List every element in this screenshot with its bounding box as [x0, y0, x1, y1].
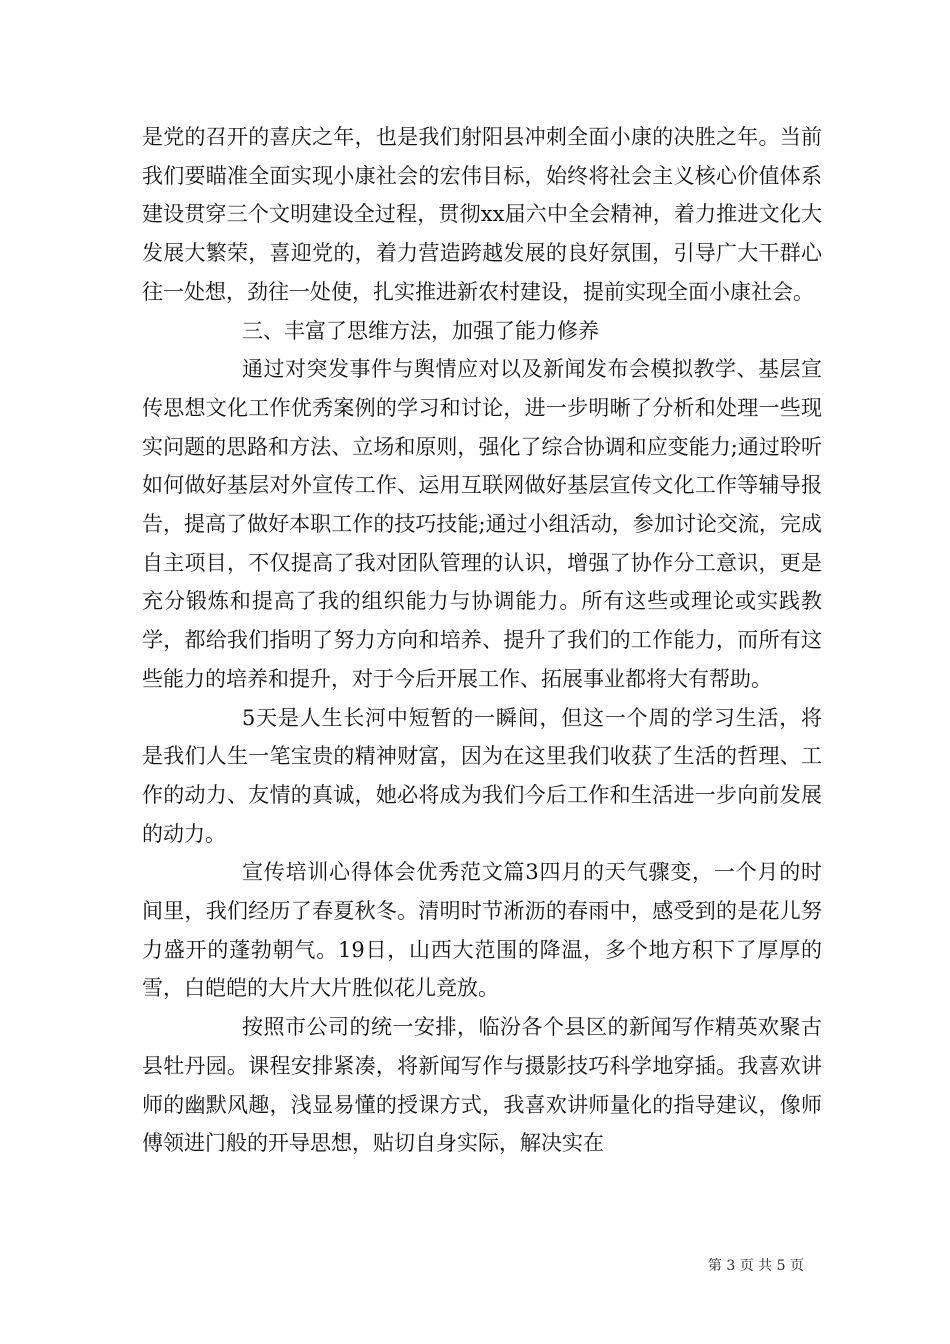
section-heading: 三、丰富了思维方法，加强了能力修养 [242, 318, 599, 343]
paragraph-continuation: 是党的召开的喜庆之年，也是我们射阳县冲刺全面小康的决胜之年。当前我们要瞄准全面实现小康社会的宏伟目标，始终将社会主义核心价值体系建设贯穿三个文明建设全过程，贯彻xx届六中全会精神，着力推进文化大发展大繁荣，喜迎党的，着力营造跨越发展的良好氛围，引导广大干群心往一处想，劲往一处使，扎实推进新农村建设，提前实现全面小康社会。 [142, 125, 822, 304]
paragraph-abilities: 通过对突发事件与舆情应对以及新闻发布会模拟教学、基层宣传思想文化工作优秀案例的学习和讨论，进一步明晰了分析和处理一些现实问题的思路和方法、立场和原则，强化了综合协调和应变能力;通过聆听如何做好基层对外宣传工作、运用互联网做好基层宣传文化工作等辅导报告，提高了做好本职工作的技巧技能;通过小组活动，参加讨论交流，完成自主项目，不仅提高了我对团队管理的认识，增强了协作分工意识，更是充分锻炼和提高了我的组织能力与协调能力。所有这些或理论或实践教学，都给我们指明了努力方向和培养、提升了我们的工作能力，而所有这些能力的培养和提升，对于今后开展工作、拓展事业都将大有帮助。 [142, 357, 822, 691]
document-body [142, 118, 822, 1163]
paragraph-essay-3-intro: 宣传培训心得体会优秀范文篇3四月的天气骤变，一个月的时间里，我们经历了春夏秋冬。清明时节淅沥的春雨中，感受到的是花儿努力盛开的蓬勃朝气。19日，山西大范围的降温，多个地方积下了厚厚的雪，白皑皑的大片大片胜似花儿竞放。 [142, 860, 822, 1001]
paragraph-training-arrangement: 按照市公司的统一安排，临汾各个县区的新闻写作精英欢聚古县牡丹园。课程安排紧凑，将新闻写作与摄影技巧科学地穿插。我喜欢讲师的幽默风趣，浅显易懂的授课方式，我喜欢讲师量化的指导建议，像师傅领进门般的开导思想，贴切自身实际，解决实在 [142, 1015, 822, 1156]
paragraph-five-days: 5天是人生长河中短暂的一瞬间，但这一个周的学习生活，将是我们人生一笔宝贵的精神财富，因为在这里我们收获了生活的哲理、工作的动力、友情的真诚，她必将成为我们今后工作和生活进一步向前发展的动力。 [142, 705, 822, 846]
page-number-footer: 第 3 页 共 5 页 [707, 1258, 804, 1274]
